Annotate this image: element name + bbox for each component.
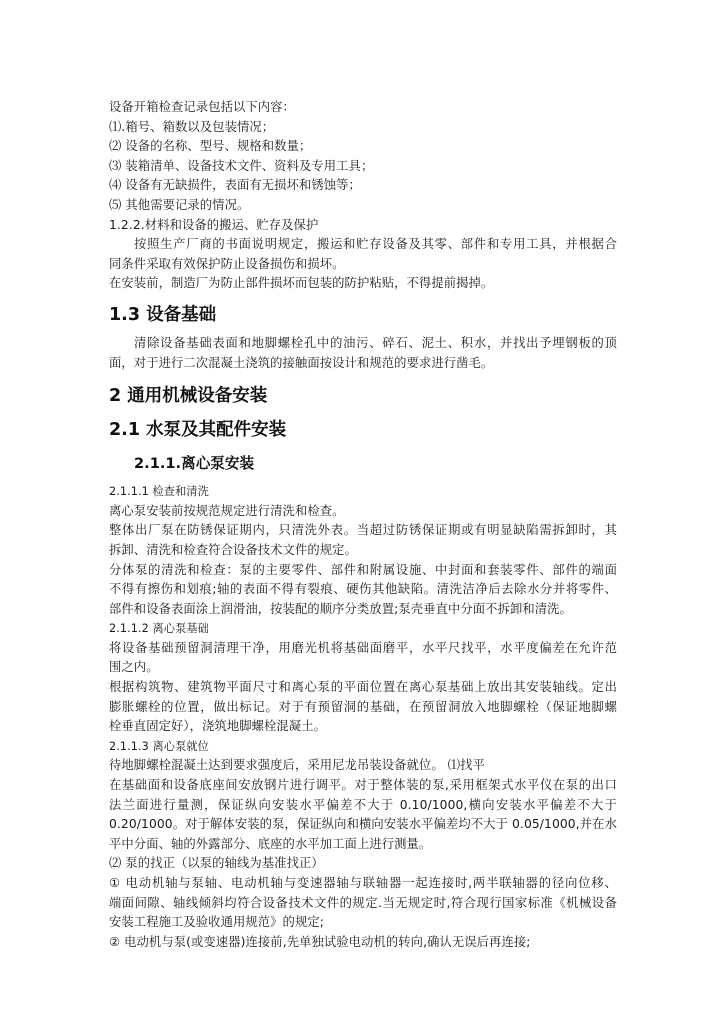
paragraph-line: 待地脚螺栓混凝土达到要求强度后，采用尼龙吊装设备就位。 ⑴找平 (109, 758, 485, 773)
section-1-3-heading: 1.3 设备基础 (109, 304, 217, 325)
section-2-heading: 2 通用机械设备安装 (109, 386, 268, 407)
section-2-1-heading: 2.1 水泵及其配件安装 (109, 420, 287, 441)
paragraph-line: 离心泵安装前按规范规定进行清洗和检查。 (109, 503, 345, 518)
section-1-2-2-paragraph-line: 按照生产厂商的书面说明规定，搬运和贮存设备及其零、部件和专用工具，并根据合 (134, 237, 617, 252)
section-1-2-2-paragraph-line: 同条件采取有效保护防止设备损伤和损坏。 (109, 256, 345, 271)
section-2-1-1-3-heading: 2.1.1.3 离心泵就位 (109, 739, 209, 753)
section-2-1-1-1-heading: 2.1.1.1 检查和清洗 (109, 485, 209, 499)
paragraph-line: 整体出厂泵在防锈保证期内，只清洗外表。当超过防锈保证期或有明显缺陷需拆卸时，其 (109, 523, 617, 538)
paragraph-line: 将设备基础预留洞清理干净，用磨光机将基础面磨平，水平尺找平，水平度偏差在允许范 (109, 640, 617, 655)
paragraph-line: 围之内。 (109, 660, 159, 675)
paragraph-line: 膨胀螺栓的位置，做出标记。对于有预留洞的基础，在预留洞放入地脚螺栓（保证地脚螺 (109, 699, 617, 714)
section-2-1-1-heading: 2.1.1.离心泵安装 (134, 455, 255, 473)
paragraph-line: ⑵ 泵的找正（以泵的轴线为基准找正） (109, 856, 324, 871)
section-1-2-2-heading: 1.2.2.材料和设备的搬运、贮存及保护 (109, 217, 319, 232)
section-2-1-1-2-heading: 2.1.1.2 离心泵基础 (109, 622, 209, 636)
paragraph-line: 安装工程施工及验收通用规范》的规定; (109, 915, 324, 930)
section-1-3-paragraph-line: 清除设备基础表面和地脚螺栓孔中的油污、碎石、泥土、积水，并找出予埋钢板的顶 (134, 335, 617, 350)
paragraph-line: 根据构筑物、建筑物平面尺寸和离心泵的平面位置在离心泵基础上放出其安装轴线。定出 (109, 680, 617, 695)
intro-text: 设备开箱检查记录包括以下内容： (109, 100, 295, 114)
paragraph-line: 法兰面进行量测，保证纵向安装水平偏差不大于 0.10/1000,横向安装水平偏差不大于 (109, 797, 617, 812)
paragraph-line: 栓垂直固定好），浇筑地脚螺栓混凝土。 (109, 719, 326, 734)
section-1-2-2-paragraph: 在安装前，制造厂为防止部件损坏而包装的防护粘贴，不得提前揭掉。 (109, 276, 494, 291)
paragraph-line: ① 电动机轴与泵轴、电动机轴与变速器轴与联轴器一起连接时,两半联轴器的径向位移、 (109, 876, 617, 890)
paragraph-line: 部件和设备表面涂上润滑油，按装配的顺序分类放置;泵壳垂直中分面不拆卸和清洗。 (109, 601, 572, 616)
paragraph-line: 拆卸、清洗和检查符合设备技术文件的规定。 (109, 542, 357, 557)
check-item-5: ⑸ 其他需要记录的情况。 (109, 197, 250, 212)
check-item-2: ⑵ 设备的名称、型号、规格和数量； (109, 139, 312, 154)
paragraph-line: 0.20/1000。对于解体安装的泵，保证纵向和横向安装水平偏差均不大于 0.05/1000,并在水 (109, 817, 617, 832)
paragraph-line: 平中分面、轴的外露部分、底座的水平加工面上进行测量。 (109, 836, 432, 851)
document-body (109, 98, 617, 952)
section-1-3-paragraph-line: 面，对于进行二次混凝土浇筑的接触面按设计和规范的要求进行凿毛。 (109, 355, 494, 370)
paragraph-line: 端面间隙、轴线倾斜均符合设备技术文件的规定.当无规定时,符合现行国家标准《机械设备 (109, 895, 617, 910)
check-item-4: ⑷ 设备有无缺损件，表面有无损坏和锈蚀等； (109, 178, 361, 193)
paragraph-line: 在基础面和设备底座间安放钢片进行调平。对于整体装的泵,采用框架式水平仪在泵的出口 (109, 778, 617, 793)
check-item-3: ⑶ 装箱清单、设备技术文件、资料及专用工具； (109, 158, 374, 173)
paragraph-line: 分体泵的清洗和检查：泵的主要零件、部件和附属设施、中封面和套装零件、部件的端面 (109, 562, 617, 577)
check-item-1: ⑴.箱号、箱数以及包装情况； (109, 119, 275, 134)
paragraph-line: ② 电动机与泵(或变速器)连接前,先单独试验电动机的转向,确认无误后再连接; (109, 934, 531, 949)
paragraph-line: 不得有擦伤和划痕;轴的表面不得有裂痕、硬伤其他缺陷。清洗洁净后去除水分并将零件、 (109, 582, 617, 597)
